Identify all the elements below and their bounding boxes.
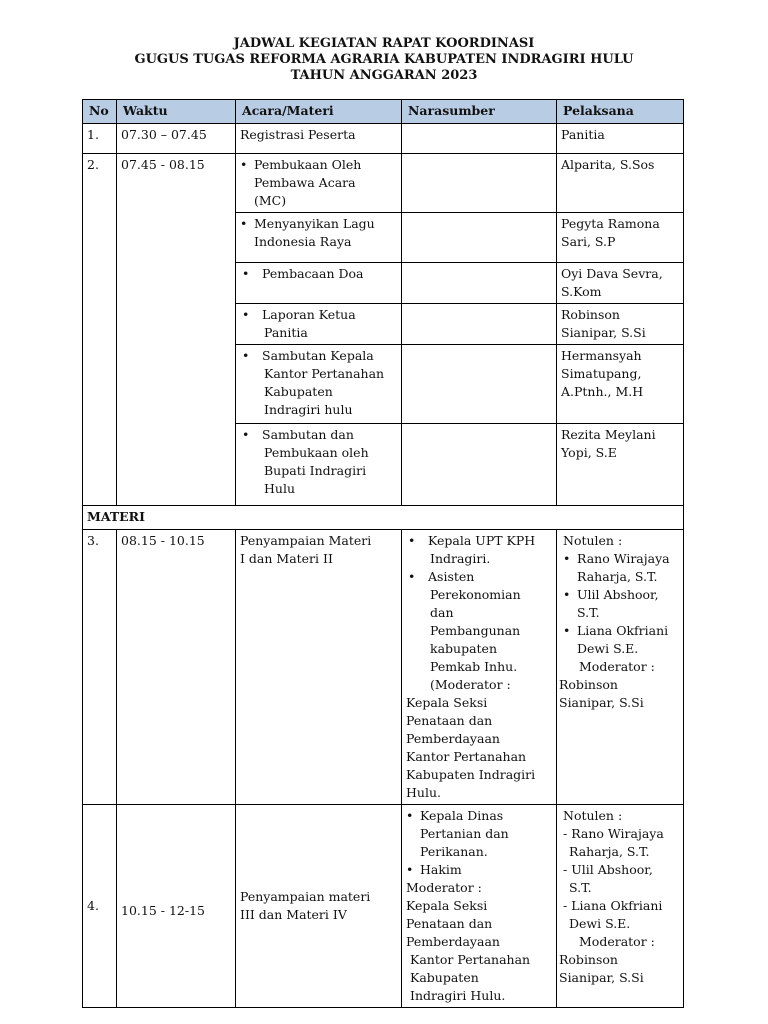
title-line-3: TAHUN ANGGARAN 2023 <box>290 68 478 83</box>
bullet-icon: • <box>406 808 414 823</box>
row2-pelaksana-1: Alparita, S.Sos <box>557 154 684 213</box>
row2-acara-2: • Menyanyikan Lagu Indonesia Raya <box>236 213 402 263</box>
row2-narasumber-2 <box>402 213 557 263</box>
row2-waktu: 07.45 - 08.15 <box>117 154 236 506</box>
row3-pelaksana: Notulen : • Rano Wirajaya Raharja, S.T. • Ulil Abshoor, S.T. • Liana Okfriani Dewi S.E. Moderator : Robinson Sianipar, S.Si <box>557 530 684 805</box>
row2-pelaksana-2: Pegyta Ramona Sari, S.P <box>557 213 684 263</box>
row3-acara: Penyampaian Materi I dan Materi II <box>236 530 402 805</box>
bullet-icon: • <box>240 216 248 231</box>
row2-narasumber-5 <box>402 345 557 424</box>
row1-no: 1. <box>83 124 117 154</box>
bullet-icon: • <box>406 862 414 877</box>
row2-acara-4: • Laporan Ketua Panitia <box>236 304 402 345</box>
bullet-icon: • <box>408 569 416 584</box>
table-row <box>83 154 684 213</box>
row2-acara-6: • Sambutan dan Pembukaan oleh Bupati Indragiri Hulu <box>236 424 402 506</box>
title-line-2: GUGUS TUGAS REFORMA AGRARIA KABUPATEN INDRAGIRI HULU <box>134 52 634 67</box>
row1-acara: Registrasi Peserta <box>236 124 402 154</box>
bullet-icon: • <box>242 427 250 442</box>
table-row <box>83 530 684 805</box>
row2-no: 2. <box>83 154 117 506</box>
row1-narasumber <box>402 124 557 154</box>
row4-pelaksana: Notulen : - Rano Wirajaya Raharja, S.T. - Ulil Abshoor, S.T. - Liana Okfriani Dewi S.E. Moderator : Robinson Sianipar, S.Si <box>557 805 684 1008</box>
bullet-icon: • <box>563 587 571 602</box>
row2-pelaksana-4: Robinson Sianipar, S.Si <box>557 304 684 345</box>
row2-narasumber-3 <box>402 263 557 304</box>
row2-acara-3: • Pembacaan Doa <box>236 263 402 304</box>
row2-narasumber-1 <box>402 154 557 213</box>
row2-pelaksana-5: Hermansyah Simatupang, A.Ptnh., M.H <box>557 345 684 424</box>
row3-waktu: 08.15 - 10.15 <box>117 530 236 805</box>
header-pelaksana: Pelaksana <box>557 100 684 124</box>
row2-narasumber-4 <box>402 304 557 345</box>
header-no: No <box>83 100 117 124</box>
section-title: MATERI <box>83 506 684 530</box>
bullet-icon: • <box>563 623 571 638</box>
header-waktu: Waktu <box>117 100 236 124</box>
bullet-icon: • <box>563 551 571 566</box>
section-row <box>83 506 684 530</box>
row2-acara-1: • Pembukaan Oleh Pembawa Acara (MC) <box>236 154 402 213</box>
row2-acara-5: • Sambutan Kepala Kantor Pertanahan Kabupaten Indragiri hulu <box>236 345 402 424</box>
row3-no: 3. <box>83 530 117 805</box>
document-title <box>0 36 768 84</box>
header-acara: Acara/Materi <box>236 100 402 124</box>
row4-no: 4. <box>83 805 117 1008</box>
row3-narasumber: • Kepala UPT KPH Indragiri. • Asisten Perekonomian dan Pembangunan kabupaten Pemkab Inhu. (Moderator : Kepala Seksi Penataan dan Pemberdayaan Kantor Pertanahan Kabupaten Indragiri Hulu. <box>402 530 557 805</box>
row4-narasumber: • Kepala Dinas Pertanian dan Perikanan. • Hakim Moderator : Kepala Seksi Penataan dan Pemberdayaan Kantor Pertanahan Kabupaten Indragiri Hulu. <box>402 805 557 1008</box>
bullet-icon: • <box>242 307 250 322</box>
row1-pelaksana: Panitia <box>557 124 684 154</box>
bullet-icon: • <box>242 348 250 363</box>
bullet-icon: • <box>240 157 248 172</box>
bullet-icon: • <box>242 266 250 281</box>
row4-waktu: 10.15 - 12-15 <box>117 805 236 1008</box>
row4-acara: Penyampaian materi III dan Materi IV <box>236 805 402 1008</box>
table-row <box>83 124 684 154</box>
row2-pelaksana-3: Oyi Dava Sevra, S.Kom <box>557 263 684 304</box>
row1-waktu: 07.30 – 07.45 <box>117 124 236 154</box>
bullet-icon: • <box>408 533 416 548</box>
row2-pelaksana-6: Rezita Meylani Yopi, S.E <box>557 424 684 506</box>
header-narasumber: Narasumber <box>402 100 557 124</box>
title-line-1: JADWAL KEGIATAN RAPAT KOORDINASI <box>233 36 535 51</box>
table-row <box>83 805 684 1008</box>
row2-narasumber-6 <box>402 424 557 506</box>
schedule-table <box>82 99 684 1008</box>
table-header-row <box>83 100 684 124</box>
